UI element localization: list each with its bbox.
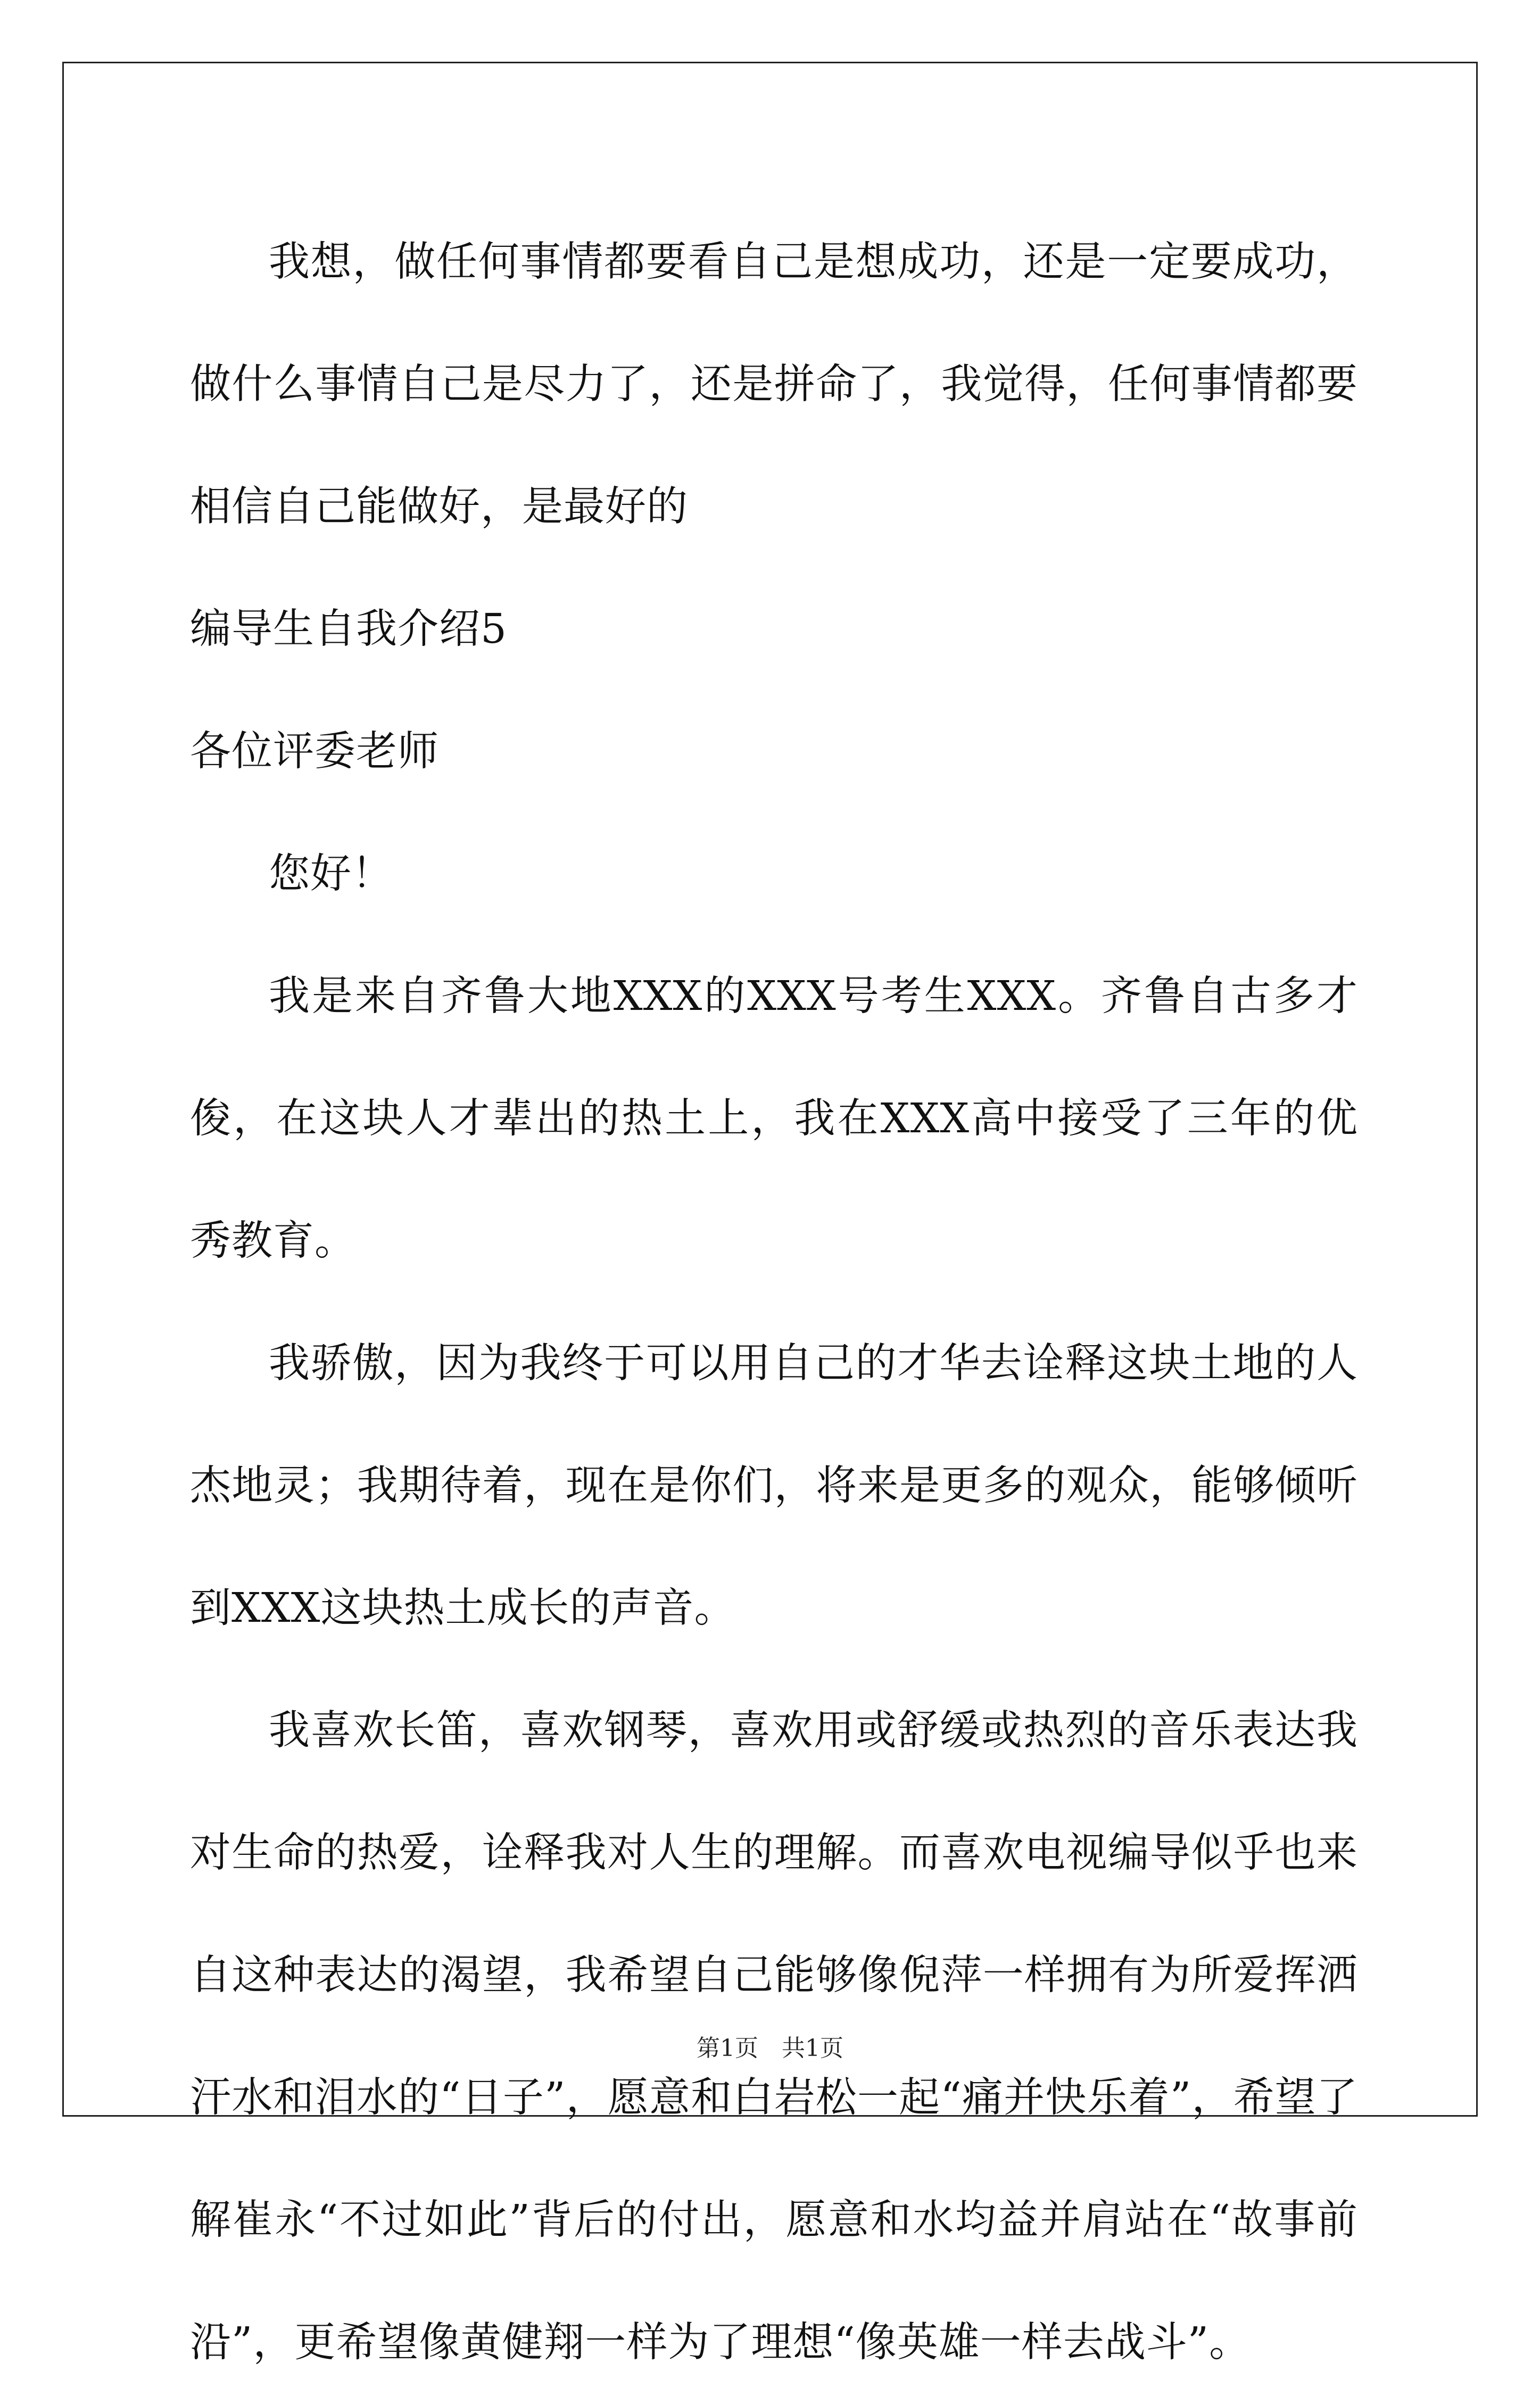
- paragraph-success: 我想，做任何事情都要看自己是想成功，还是一定要成功，做什么事情自己是尽力了，还是拼命了，我觉得，任何事情都要相信自己能做好，是最好的: [190, 238, 1358, 530]
- paragraph-intro: 我是来自齐鲁大地XXX的XXX号考生XXX。齐鲁自古多才俊，在这块人才辈出的热土上，我在XXX高中接受了三年的优秀教育。: [190, 973, 1358, 1265]
- section-heading: 编导生自我介绍5: [190, 606, 507, 653]
- salutation: 各位评委老师: [190, 728, 439, 775]
- page-number: 第1页 共1页: [697, 2035, 843, 2062]
- paragraph-pride: 我骄傲，因为我终于可以用自己的才华去诠释这块土地的人杰地灵；我期待着，现在是你们，将来是更多的观众，能够倾听到XXX这块热土成长的声音。: [190, 1340, 1358, 1632]
- greeting: 您好！: [269, 850, 393, 898]
- paragraph-interests: 我喜欢长笛，喜欢钢琴，喜欢用或舒缓或热烈的音乐表达我对生命的热爱，诠释我对人生的理解。而喜欢电视编导似乎也来自这种表达的渴望，我希望自己能够像倪萍一样拥有为所爱挥洒汗水和泪水的“日子”，愿意和白岩松一起“痛并快乐着”，希望了解崔永“不过如此”背后的付出，愿意和水均益并肩站在“故事前沿”，更希望像黄健翔一样为了理想“像英雄一样去战斗”。: [190, 1707, 1358, 2366]
- document-body: [190, 201, 1358, 2404]
